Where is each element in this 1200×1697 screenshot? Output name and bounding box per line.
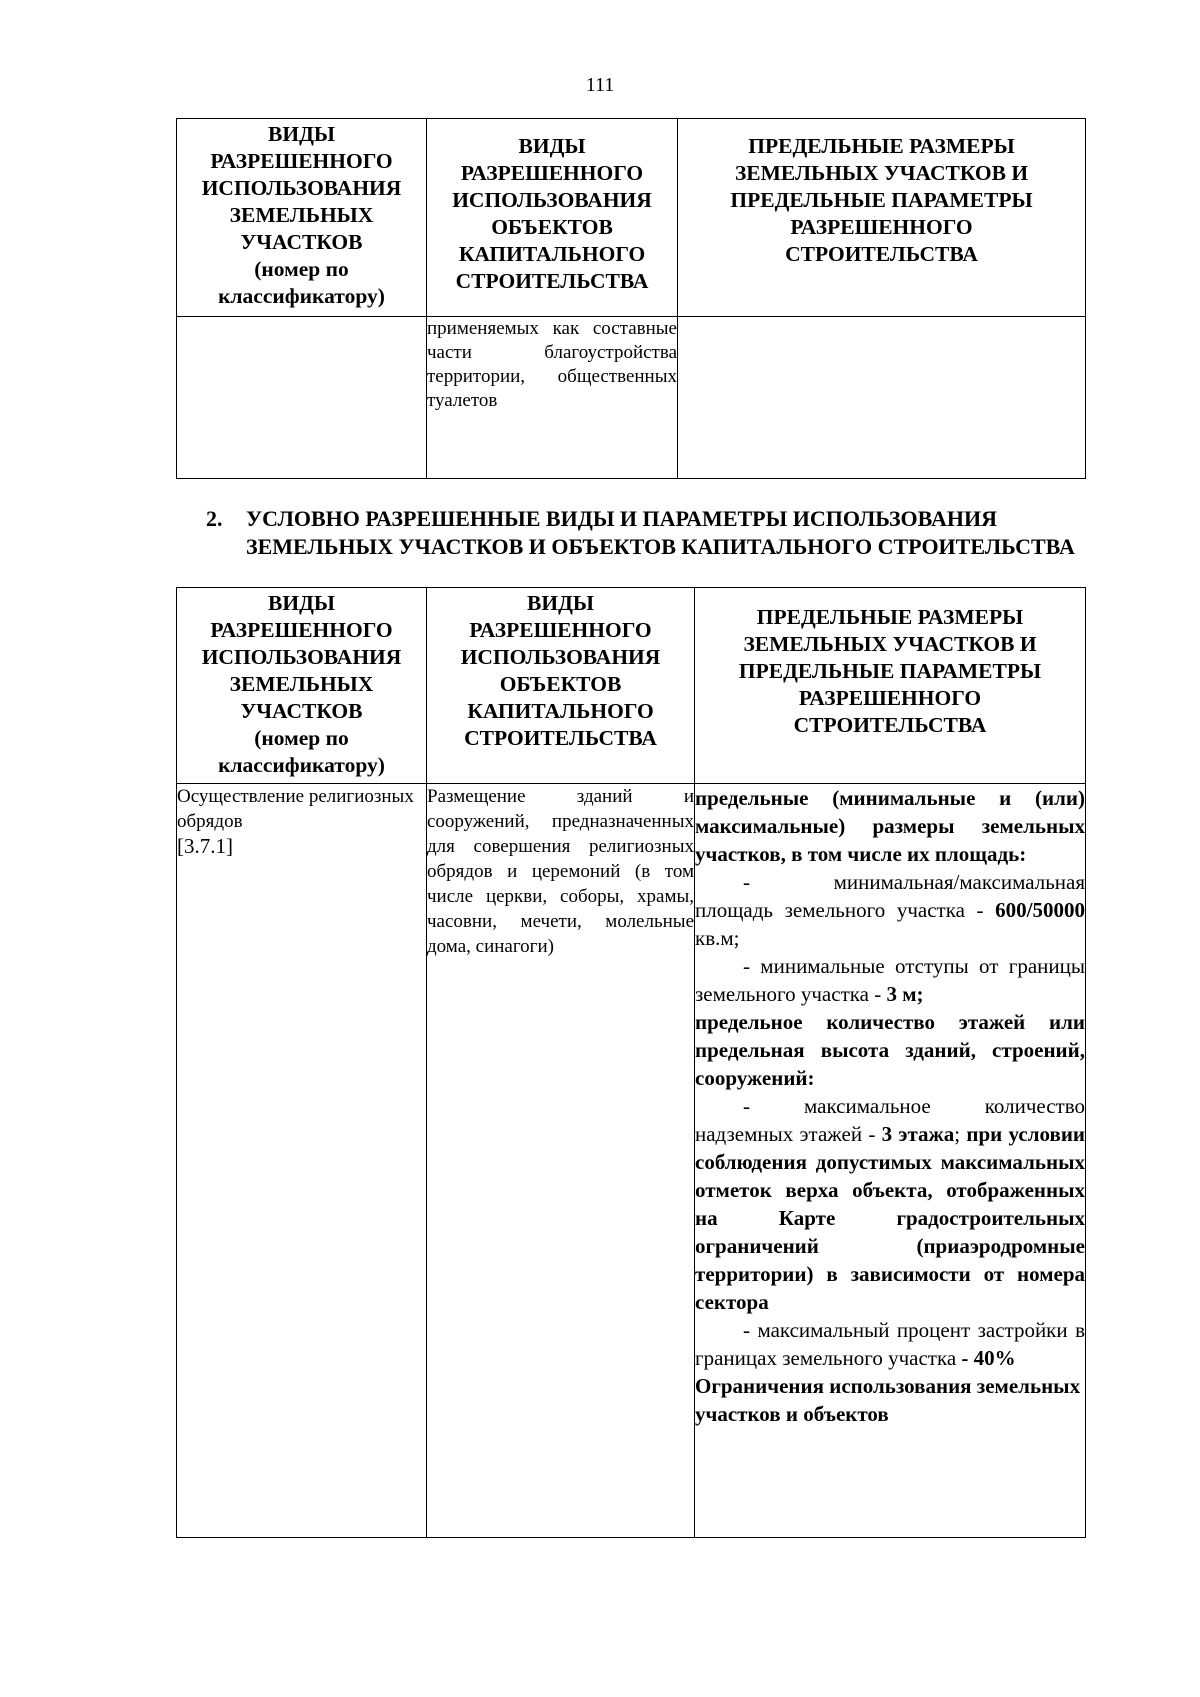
land-use-name: Осуществление религиозных обрядов [177,786,414,832]
table-row [177,317,1086,479]
params-floors-separator: ; [954,1122,961,1146]
params-floors-line [695,1092,1085,1316]
header-construction-use-title: ВИДЫ РАЗРЕШЕННОГО ИСПОЛЬЗОВАНИЯ ОБЪЕКТОВ КАПИТАЛЬНОГО СТРОИТЕЛЬСТВА [452,134,652,293]
table-header-row [177,119,1086,317]
params-floors-value: 3 этажа [881,1122,955,1146]
cell-construction-use [427,317,678,479]
cell-land-use [177,317,427,479]
table-header-row [177,588,1086,784]
land-use-code: [3.7.1] [177,834,233,858]
header-land-use-types [177,588,427,784]
cell-parameters [678,317,1086,479]
page-number: 111 [585,74,615,96]
params-coverage-value: - 40% [961,1346,1016,1370]
header-construction-use-types [427,119,678,317]
header-land-use-types [177,119,427,317]
header-construction-use-types [427,588,695,784]
cell-parameters [695,784,1086,1538]
section-heading [206,505,1086,561]
params-area-label: - минимальная/максимальная площадь земельного участка - [695,870,1085,922]
section-title: УСЛОВНО РАЗРЕШЕННЫЕ ВИДЫ И ПАРАМЕТРЫ ИСПОЛЬЗОВАНИЯ ЗЕМЕЛЬНЫХ УЧАСТКОВ И ОБЪЕКТОВ КАПИТАЛЬНОГО СТРОИТЕЛЬСТВА [246,506,1075,559]
params-area-value: 600/50000 [995,898,1085,922]
params-coverage-label: - максимальный процент застройки в границах земельного участка [695,1318,1085,1370]
section-number: 2. [206,506,223,531]
header-limit-parameters-title: ПРЕДЕЛЬНЫЕ РАЗМЕРЫ ЗЕМЕЛЬНЫХ УЧАСТКОВ И ПРЕДЕЛЬНЫЕ ПАРАМЕТРЫ РАЗРЕШЕННОГО СТРОИТЕЛЬСТВА [738,605,1042,737]
header-land-use-title: ВИДЫ РАЗРЕШЕННОГО ИСПОЛЬЗОВАНИЯ ЗЕМЕЛЬНЫХ УЧАСТКОВ [201,122,402,254]
table-permitted-uses-continued [176,118,1086,479]
params-setback-label: - минимальные отступы от границы земельного участка - [695,954,1085,1006]
params-coverage-line [695,1316,1085,1372]
header-limit-parameters [695,588,1086,784]
params-area-line [695,868,1085,952]
cell-construction-use [427,784,695,1538]
header-classifier-note: (номер по классификатору) [218,726,385,777]
header-land-use-title: ВИДЫ РАЗРЕШЕННОГО ИСПОЛЬЗОВАНИЯ ЗЕМЕЛЬНЫХ УЧАСТКОВ [201,591,402,723]
params-restrictions-heading: Ограничения использования земельных участков и объектов [695,1374,1081,1426]
params-setback-line [695,952,1085,1008]
header-limit-parameters [678,119,1086,317]
header-classifier-note: (номер по классификатору) [218,257,385,308]
params-floors-label: - максимальное количество надземных этажей - [695,1094,1085,1146]
cell-construction-use-text: применяемых как составные части благоустройства территории, общественных туалетов [427,318,677,411]
construction-use-text: Размещение зданий и сооружений, предназначенных для совершения религиозных обрядов и церемоний (в том числе церкви, соборы, храмы, часовни, мечети, молельные дома, синагоги) [427,786,694,957]
params-floors-condition: при условии соблюдения допустимых максимальных отметок верха объекта, отображенных на Карте градостроительных ограничений (приаэродромные территории) в зависимости от номера сектора [695,1122,1086,1314]
header-limit-parameters-title: ПРЕДЕЛЬНЫЕ РАЗМЕРЫ ЗЕМЕЛЬНЫХ УЧАСТКОВ И ПРЕДЕЛЬНЫЕ ПАРАМЕТРЫ РАЗРЕШЕННОГО СТРОИТЕЛЬСТВА [730,134,1033,266]
table-conditional-uses [176,587,1086,1538]
table-row [177,784,1086,1538]
params-setback-value: 3 м; [886,982,924,1006]
params-size-heading: предельные (минимальные и (или) максимальные) размеры земельных участков, в том числе их площадь: [695,786,1085,866]
cell-land-use [177,784,427,1538]
params-area-unit: кв.м; [695,926,740,950]
header-construction-use-title: ВИДЫ РАЗРЕШЕННОГО ИСПОЛЬЗОВАНИЯ ОБЪЕКТОВ КАПИТАЛЬНОГО СТРОИТЕЛЬСТВА [460,591,661,750]
params-floors-heading: предельное количество этажей или предельная высота зданий, строений, сооружений: [695,1010,1085,1090]
